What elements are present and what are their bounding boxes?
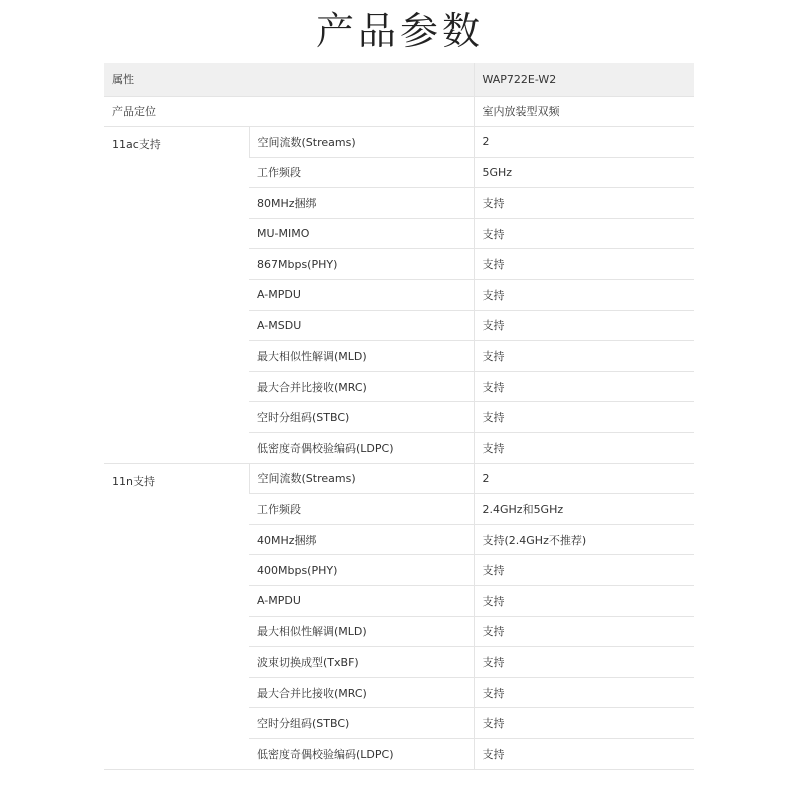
param-value-cell: 支持 [474, 280, 694, 311]
header-model-cell: WAP722E-W2 [474, 63, 694, 96]
param-name-cell: 最大相似性解调(MLD) [249, 341, 474, 372]
param-name-cell: 空间流数(Streams) [249, 127, 474, 158]
spec-table [104, 63, 694, 770]
param-name-cell: 80MHz捆绑 [249, 188, 474, 219]
param-name-cell: A-MPDU [249, 586, 474, 617]
spec-table-body [104, 63, 694, 769]
param-name-cell: 低密度奇偶校验编码(LDPC) [249, 738, 474, 769]
param-name-cell: 867Mbps(PHY) [249, 249, 474, 280]
header-row [104, 63, 694, 96]
param-value-cell: 支持 [474, 586, 694, 617]
param-name-cell: 40MHz捆绑 [249, 524, 474, 555]
param-name-cell: 最大相似性解调(MLD) [249, 616, 474, 647]
param-value-cell: 支持 [474, 738, 694, 769]
param-value-cell: 支持 [474, 708, 694, 739]
group-name-cell: 11n支持 [104, 463, 249, 769]
param-value-cell: 支持 [474, 371, 694, 402]
param-value-cell: 2 [474, 127, 694, 158]
param-value-cell: 支持 [474, 647, 694, 678]
param-value-cell: 2.4GHz和5GHz [474, 494, 694, 525]
param-name-cell: 最大合并比接收(MRC) [249, 677, 474, 708]
param-name-cell: 空时分组码(STBC) [249, 708, 474, 739]
param-value-cell: 2 [474, 463, 694, 494]
param-name-cell: 工作频段 [249, 494, 474, 525]
positioning-value-cell: 室内放装型双频 [474, 96, 694, 127]
group-name-cell: 11ac支持 [104, 127, 249, 464]
param-value-cell: 支持 [474, 616, 694, 647]
header-label-cell: 属性 [104, 63, 474, 96]
param-name-cell: 最大合并比接收(MRC) [249, 371, 474, 402]
param-name-cell: A-MPDU [249, 280, 474, 311]
param-value-cell: 支持 [474, 555, 694, 586]
param-name-cell: 400Mbps(PHY) [249, 555, 474, 586]
param-value-cell: 支持 [474, 433, 694, 464]
param-value-cell: 支持 [474, 677, 694, 708]
param-name-cell: 空时分组码(STBC) [249, 402, 474, 433]
param-name-cell: A-MSDU [249, 310, 474, 341]
param-name-cell: MU-MIMO [249, 218, 474, 249]
param-value-cell: 支持 [474, 341, 694, 372]
param-value-cell: 支持 [474, 310, 694, 341]
table-row [104, 463, 694, 494]
table-row [104, 127, 694, 158]
param-value-cell: 支持 [474, 249, 694, 280]
param-value-cell: 支持 [474, 188, 694, 219]
param-value-cell: 5GHz [474, 157, 694, 188]
positioning-row [104, 96, 694, 127]
param-value-cell: 支持 [474, 402, 694, 433]
param-name-cell: 低密度奇偶校验编码(LDPC) [249, 433, 474, 464]
param-value-cell: 支持 [474, 218, 694, 249]
param-name-cell: 波束切换成型(TxBF) [249, 647, 474, 678]
param-name-cell: 工作频段 [249, 157, 474, 188]
positioning-label-cell: 产品定位 [104, 96, 474, 127]
page-title: 产品参数 [315, 9, 484, 53]
param-name-cell: 空间流数(Streams) [249, 463, 474, 494]
param-value-cell: 支持(2.4GHz不推荐) [474, 524, 694, 555]
